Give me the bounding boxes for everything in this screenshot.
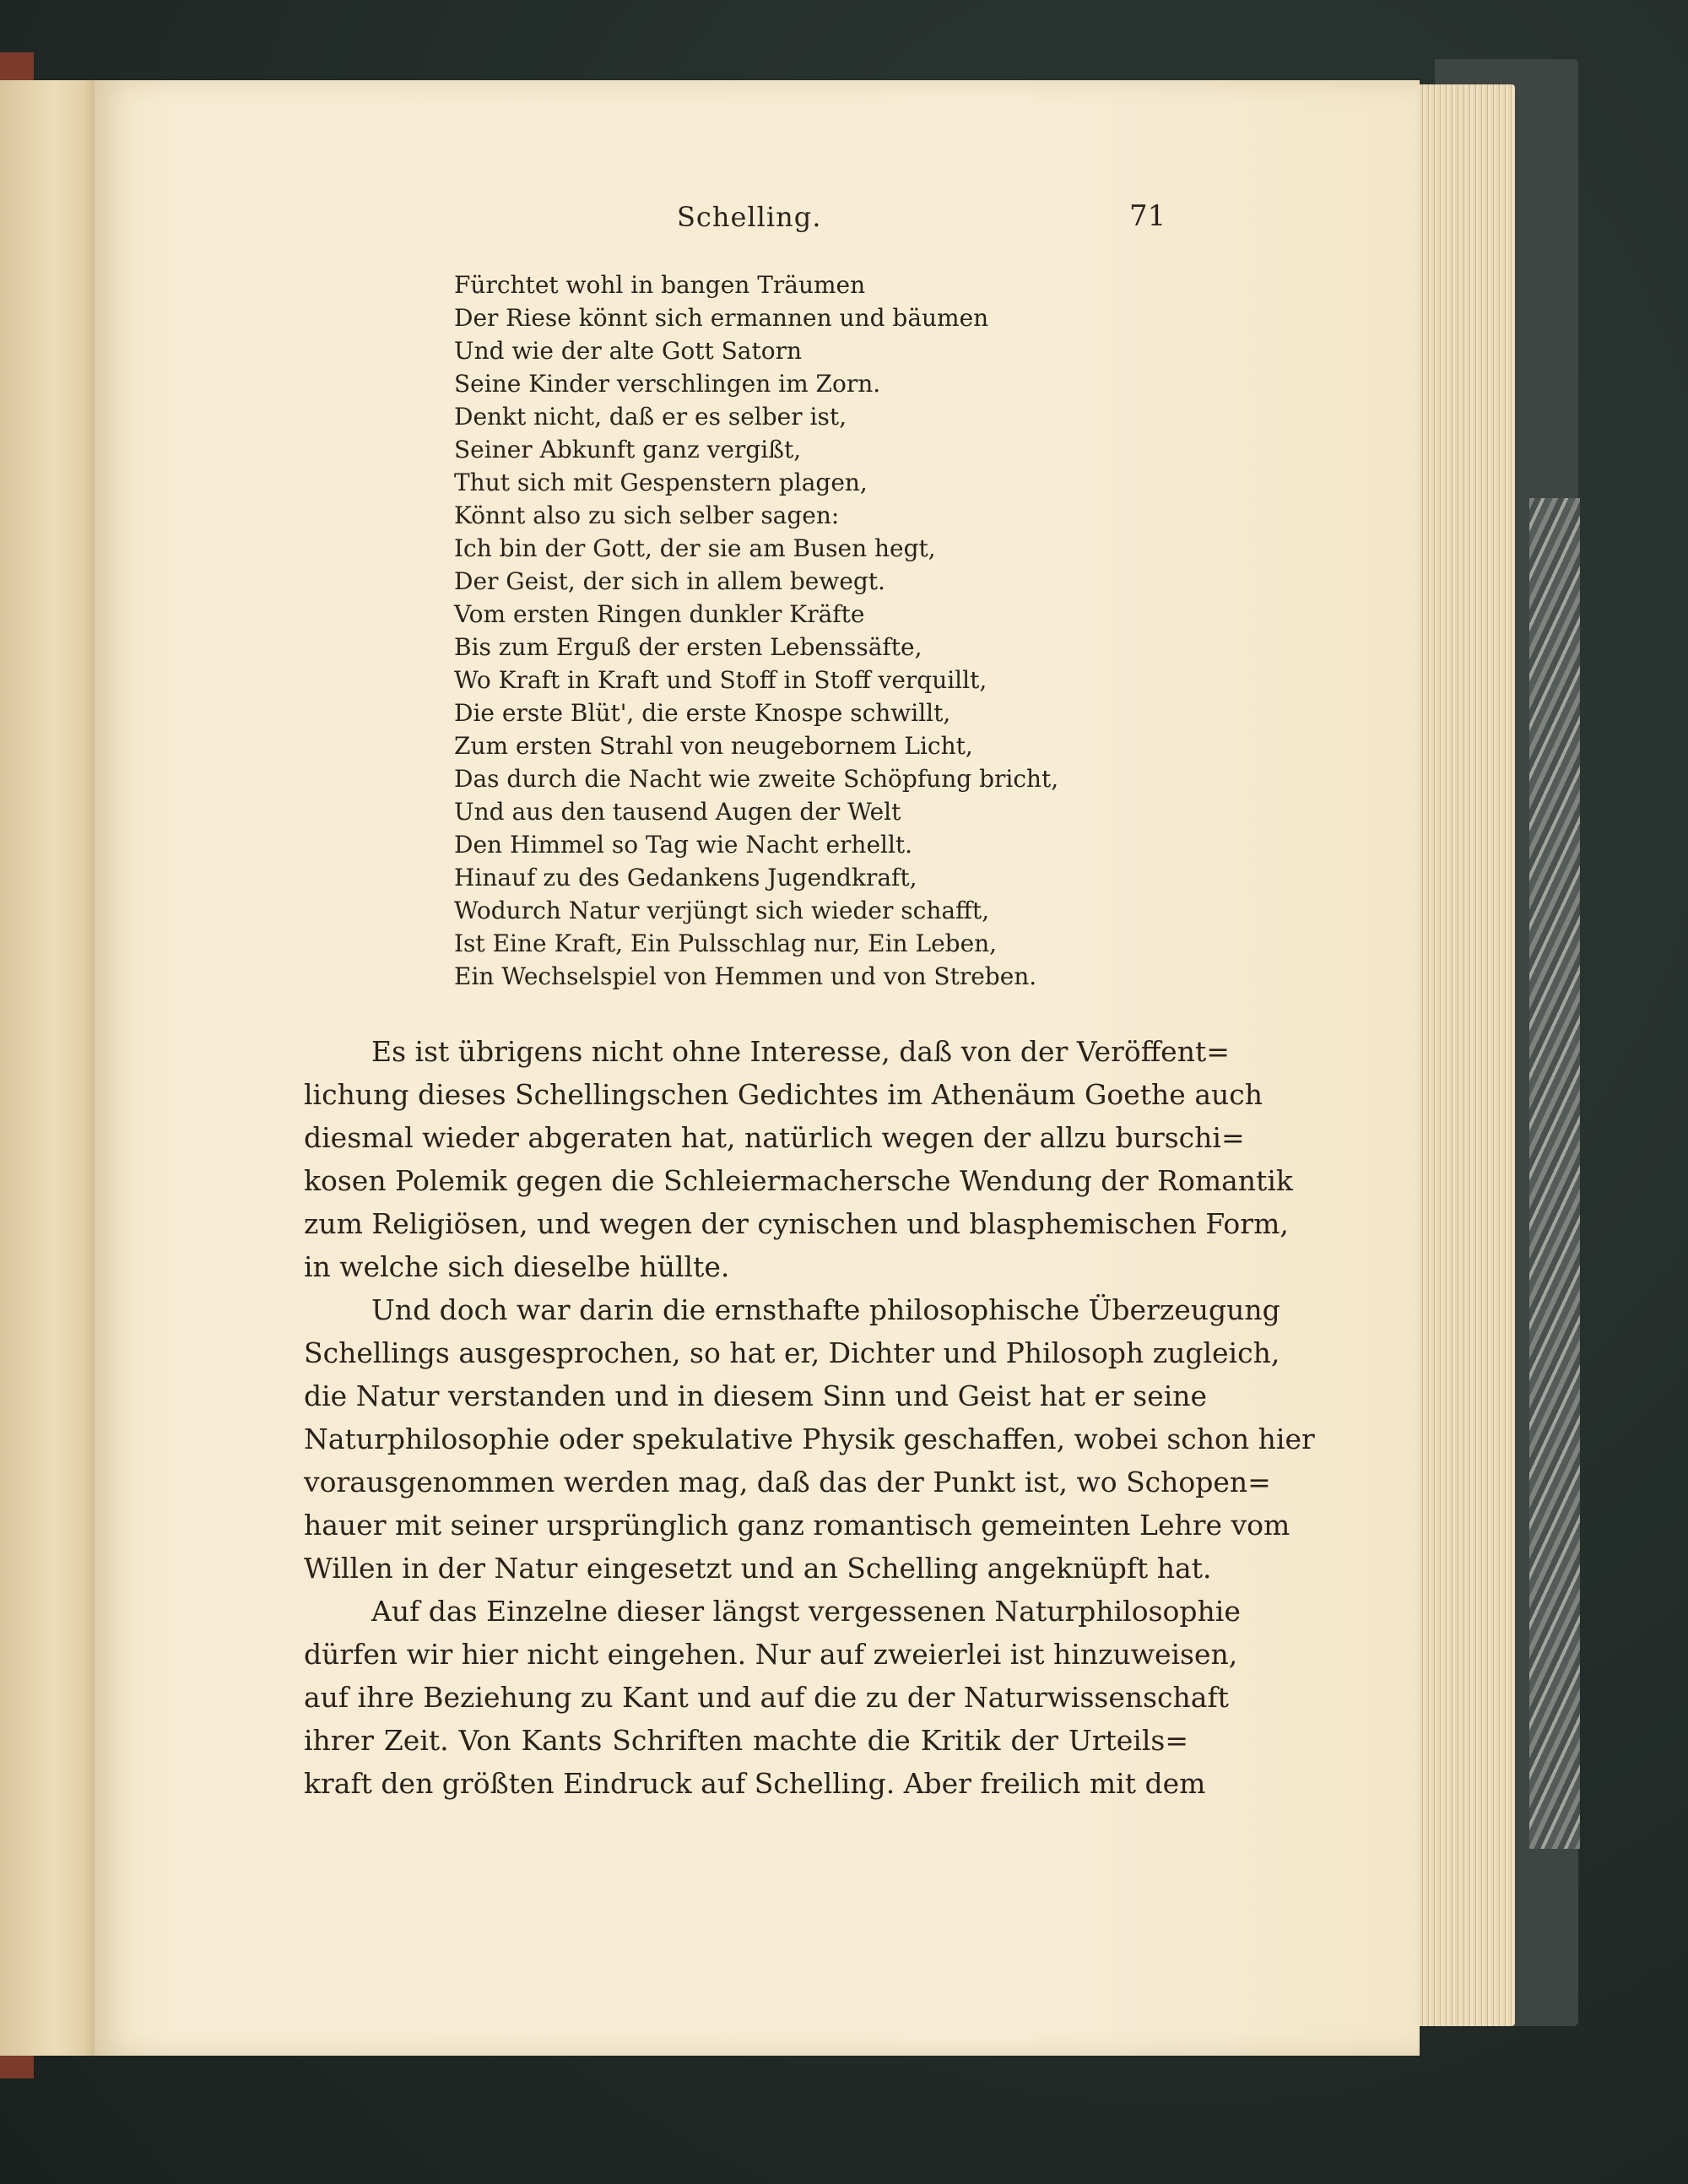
poem-line: Hinauf zu des Gedankens Jugendkraft,	[454, 864, 917, 891]
poem-line: Fürchtet wohl in bangen Träumen	[454, 271, 866, 299]
poem-line: Die erste Blüt', die erste Knospe schwillt,	[454, 699, 951, 727]
text-line: kraft den größten Eindruck auf Schelling. Aber freilich mit dem	[304, 1767, 1206, 1800]
page-number: 71	[1129, 199, 1166, 233]
text-line: kosen Polemik gegen die Schleiermachersche Wendung der Romantik	[304, 1164, 1293, 1197]
body-text	[304, 1030, 1315, 1805]
poem-line: Ein Wechselspiel von Hemmen und von Streben.	[454, 962, 1037, 990]
marbled-cover-edge	[1529, 498, 1580, 1849]
text-line: diesmal wieder abgeraten hat, natürlich wegen der allzu burschi=	[304, 1121, 1245, 1154]
poem-line: Seine Kinder verschlingen im Zorn.	[454, 370, 881, 398]
poem-line: Wodurch Natur verjüngt sich wieder schafft,	[454, 897, 990, 924]
poem-block	[454, 268, 1062, 993]
paragraph-2	[304, 1288, 1315, 1590]
poem-line: Könnt also zu sich selber sagen:	[454, 501, 840, 529]
poem-line: Und wie der alte Gott Satorn	[454, 337, 803, 365]
poem-line: Zum ersten Strahl von neugebornem Licht,	[454, 732, 973, 760]
text-line: Es ist übrigens nicht ohne Interesse, daß von der Veröffent=	[371, 1035, 1230, 1068]
paragraph-1	[304, 1030, 1293, 1288]
text-line: Schellings ausgesprochen, so hat er, Dichter und Philosoph zugleich,	[304, 1336, 1280, 1369]
poem-line: Vom ersten Ringen dunkler Kräfte	[454, 600, 865, 628]
running-title: Schelling.	[677, 201, 822, 233]
previous-page-edge	[0, 80, 101, 2056]
text-line: hauer mit seiner ursprünglich ganz romantisch gemeinten Lehre vom	[304, 1509, 1290, 1542]
poem-line: Wo Kraft in Kraft und Stoff in Stoff verquillt,	[454, 666, 987, 694]
text-line: ihrer Zeit. Von Kants Schriften machte die Kritik der Urteils=	[304, 1724, 1188, 1757]
poem-line: Ich bin der Gott, der sie am Busen hegt,	[454, 534, 936, 562]
poem-line: Das durch die Nacht wie zweite Schöpfung bricht,	[454, 765, 1059, 793]
page-edges-stack	[1414, 84, 1515, 2026]
poem-line: Ist Eine Kraft, Ein Pulsschlag nur, Ein Leben,	[454, 929, 998, 957]
poem-line: Der Geist, der sich in allem bewegt.	[454, 567, 885, 595]
poem-line: Thut sich mit Gespenstern plagen,	[454, 469, 868, 496]
text-line: lichung dieses Schellingschen Gedichtes im Athenäum Goethe auch	[304, 1078, 1263, 1111]
paragraph-3	[304, 1590, 1241, 1805]
text-line: Und doch war darin die ernsthafte philosophische Überzeugung	[371, 1293, 1280, 1326]
poem-line: Seiner Abkunft ganz vergißt,	[454, 436, 802, 463]
text-line: Willen in der Natur eingesetzt und an Schelling angeknüpft hat.	[304, 1552, 1212, 1585]
text-line: in welche sich dieselbe hüllte.	[304, 1250, 730, 1283]
poem-line: Den Himmel so Tag wie Nacht erhellt.	[454, 831, 913, 859]
text-line: vorausgenommen werden mag, daß das der Punkt ist, wo Schopen=	[304, 1466, 1271, 1498]
text-line: dürfen wir hier nicht eingehen. Nur auf zweierlei ist hinzuweisen,	[304, 1638, 1238, 1671]
poem-line: Der Riese könnt sich ermannen und bäumen	[454, 304, 989, 332]
poem-line: Denkt nicht, daß er es selber ist,	[454, 403, 847, 431]
poem-line: Und aus den tausend Augen der Welt	[454, 798, 901, 826]
text-line: auf ihre Beziehung zu Kant und auf die zu der Naturwissenschaft	[304, 1681, 1229, 1714]
text-line: Auf das Einzelne dieser längst vergessenen Naturphilosophie	[371, 1595, 1241, 1628]
text-line: Naturphilosophie oder spekulative Physik geschaffen, wobei schon hier	[304, 1423, 1315, 1455]
poem-line: Bis zum Erguß der ersten Lebenssäfte,	[454, 633, 922, 661]
text-line: zum Religiösen, und wegen der cynischen und blasphemischen Form,	[304, 1207, 1289, 1240]
text-line: die Natur verstanden und in diesem Sinn und Geist hat er seine	[304, 1379, 1208, 1412]
